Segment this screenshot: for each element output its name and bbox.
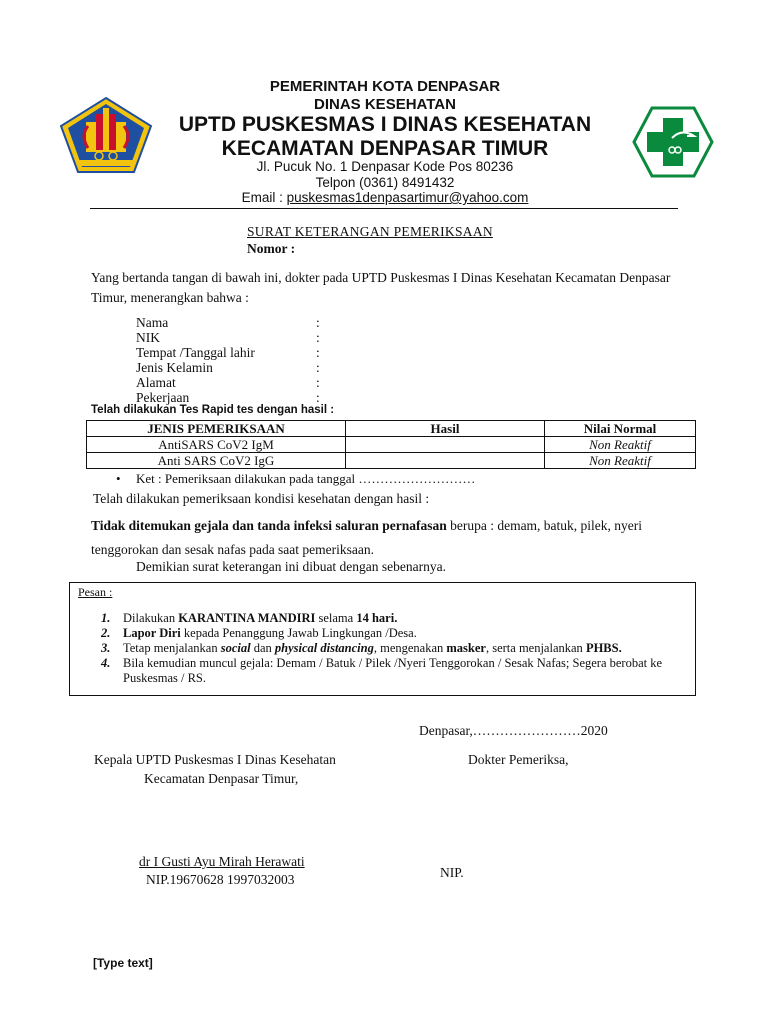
header-district: KECAMATAN DENPASAR TIMUR [221,137,549,160]
head-title-line2: Kecamatan Denpasar Timur, [144,771,299,786]
table-header-row [87,421,696,437]
field-value[interactable]: : [316,390,320,405]
list-text-run: physical distancing [274,641,374,655]
table-header-cell: Nilai Normal [545,421,696,437]
finding-bold: Tidak ditemukan gejala dan tanda infeksi saluran pernafasan [91,518,447,533]
email-link[interactable]: puskesmas1denpasartimur@yahoo.com [286,190,529,205]
list-text-run: 14 hari. [356,611,398,625]
list-item [96,641,686,656]
footer-placeholder: [Type text] [93,956,153,970]
test-result [346,453,545,469]
test-name: Anti SARS CoV2 IgG [87,453,346,469]
field-label: Jenis Kelamin [136,360,213,375]
head-name: dr I Gusti Ayu Mirah Herawati [139,854,305,869]
list-number: 2. [101,626,111,640]
closing-statement: Demikian surat keterangan ini dibuat dengan sebenarnya. [136,559,447,574]
denpasar-city-emblem-icon [58,96,154,174]
list-text-run: PHBS. [585,641,622,655]
table-row [87,453,696,469]
list-text-run: Bila kemudian muncul gejala: Demam / Batuk / Pilek /Nyeri Tenggorokan / Sesak Nafas; Segera berobat ke Puskesmas / RS. [123,656,663,685]
list-text-run: KARANTINA MANDIRI [178,611,316,625]
exam-date-note: Ket : Pemeriksaan dilakukan pada tanggal ……………………… [136,471,476,486]
field-label: Alamat [136,375,176,390]
field-value[interactable]: : [316,375,320,390]
field-label: NIK [136,330,160,345]
list-number: 1. [101,611,111,625]
list-number: 3. [101,641,111,655]
finding-paragraph [91,514,703,562]
header-government: PEMERINTAH KOTA DENPASAR [269,78,501,95]
list-item [96,611,686,626]
message-label: Pesan : [78,585,113,599]
list-text-run: , mengenakan [373,641,447,655]
list-text-run: Lapor Diri [123,626,181,640]
rapid-test-caption: Telah dilakukan Tes Rapid tes dengan hasil : [91,404,335,416]
list-text-run: selama [315,611,357,625]
header-department: DINAS KESEHATAN [314,96,456,113]
header-phone: Telpon (0361) 8491432 [315,175,455,190]
field-value[interactable]: : [316,345,320,360]
list-text-run: , serta menjalankan [485,641,586,655]
header-email-line [150,190,620,205]
test-result [346,437,545,453]
head-nip: NIP.19670628 1997032003 [146,872,295,887]
message-list [96,611,686,686]
finding-rest: berupa : demam, batuk, pilek, nyeri tenggorokan dan sesak nafas pada saat pemeriksaan. [91,518,643,557]
header-institution: UPTD PUSKESMAS I DINAS KESEHATAN [178,113,592,136]
list-item [96,656,686,686]
puskesmas-cross-icon [632,106,714,178]
exam-statement: Telah dilakukan pemeriksaan kondisi kesehatan dengan hasil : [93,491,430,506]
document-title: SURAT KETERANGAN PEMERIKSAAN [247,224,493,239]
list-number: 4. [101,656,111,670]
header-divider [90,208,678,209]
table-header-cell: Hasil [346,421,545,437]
test-normal-value: Non Reaktif [545,437,696,453]
place-date: Denpasar,……………………2020 [419,723,608,738]
test-results-table [86,420,696,469]
test-name: AntiSARS CoV2 IgM [87,437,346,453]
doctor-title: Dokter Pemeriksa, [468,752,569,767]
field-label: Nama [136,315,169,330]
test-normal-value: Non Reaktif [545,453,696,469]
email-label: Email : [241,190,287,205]
list-text-run: dan [250,641,275,655]
field-label: Tempat /Tanggal lahir [136,345,255,360]
field-value[interactable]: : [316,315,320,330]
list-text-run: kepada Penanggung Jawab Lingkungan /Desa. [180,626,417,640]
list-text-run: social [220,641,251,655]
field-value[interactable]: : [316,360,320,375]
head-title-line1: Kepala UPTD Puskesmas I Dinas Kesehatan [94,752,336,767]
table-row [87,437,696,453]
bullet-icon: • [116,471,121,486]
list-item [96,626,686,641]
field-value[interactable]: : [316,330,320,345]
list-text-run: Dilakukan [123,611,179,625]
list-text-run: Tetap menjalankan [123,641,221,655]
list-text-run: masker [446,641,486,655]
header-address: Jl. Pucuk No. 1 Denpasar Kode Pos 80236 [256,159,514,174]
field-label: Pekerjaan [136,390,190,405]
doctor-nip: NIP. [440,865,464,880]
document-number: Nomor : [247,241,296,256]
intro-paragraph: Yang bertanda tangan di bawah ini, dokter pada UPTD Puskesmas I Dinas Kesehatan Kecamatan Denpasar Timur, menerangkan bahwa : [91,270,671,305]
table-header-cell: JENIS PEMERIKSAAN [87,421,346,437]
